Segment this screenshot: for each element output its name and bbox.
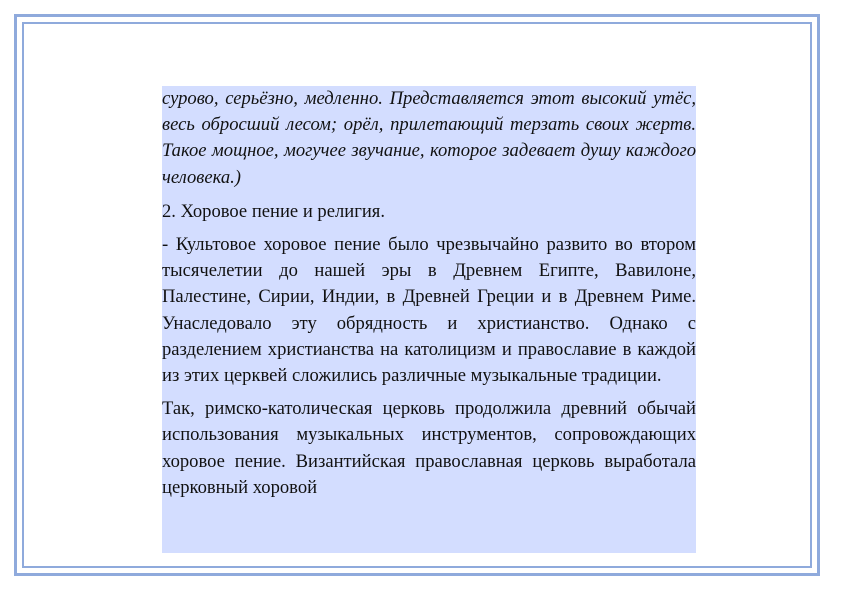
catholic-orthodox-paragraph: Так, римско-католическая церковь продолжила древний обычай использования музыкальных инструментов, сопровождающих хоровое пение. Византийская православная церковь выработала церковный хоровой xyxy=(162,398,696,498)
section-heading: 2. Хоровое пение и религия. xyxy=(162,200,385,222)
quote-paragraph: сурово, серьёзно, медленно. Представляется этот высокий утёс, весь обросший лесом; орёл, прилетающий терзать своих жертв. Такое мощное, могучее звучание, которое задевает душу каждого человека.) xyxy=(162,88,696,188)
text-content-box xyxy=(162,86,696,553)
cult-singing-paragraph: - Культовое хоровое пение было чрезвычайно развито во втором тысячелетии до нашей эры в Древнем Египте, Вавилоне, Палестине, Сирии, Индии, в Древней Греции и в Древнем Риме. Унаследовало эту обрядность и христианство. Однако с разделением христианства на католицизм и православие в каждой из этих церквей сложились различные музыкальные традиции. xyxy=(162,234,696,387)
